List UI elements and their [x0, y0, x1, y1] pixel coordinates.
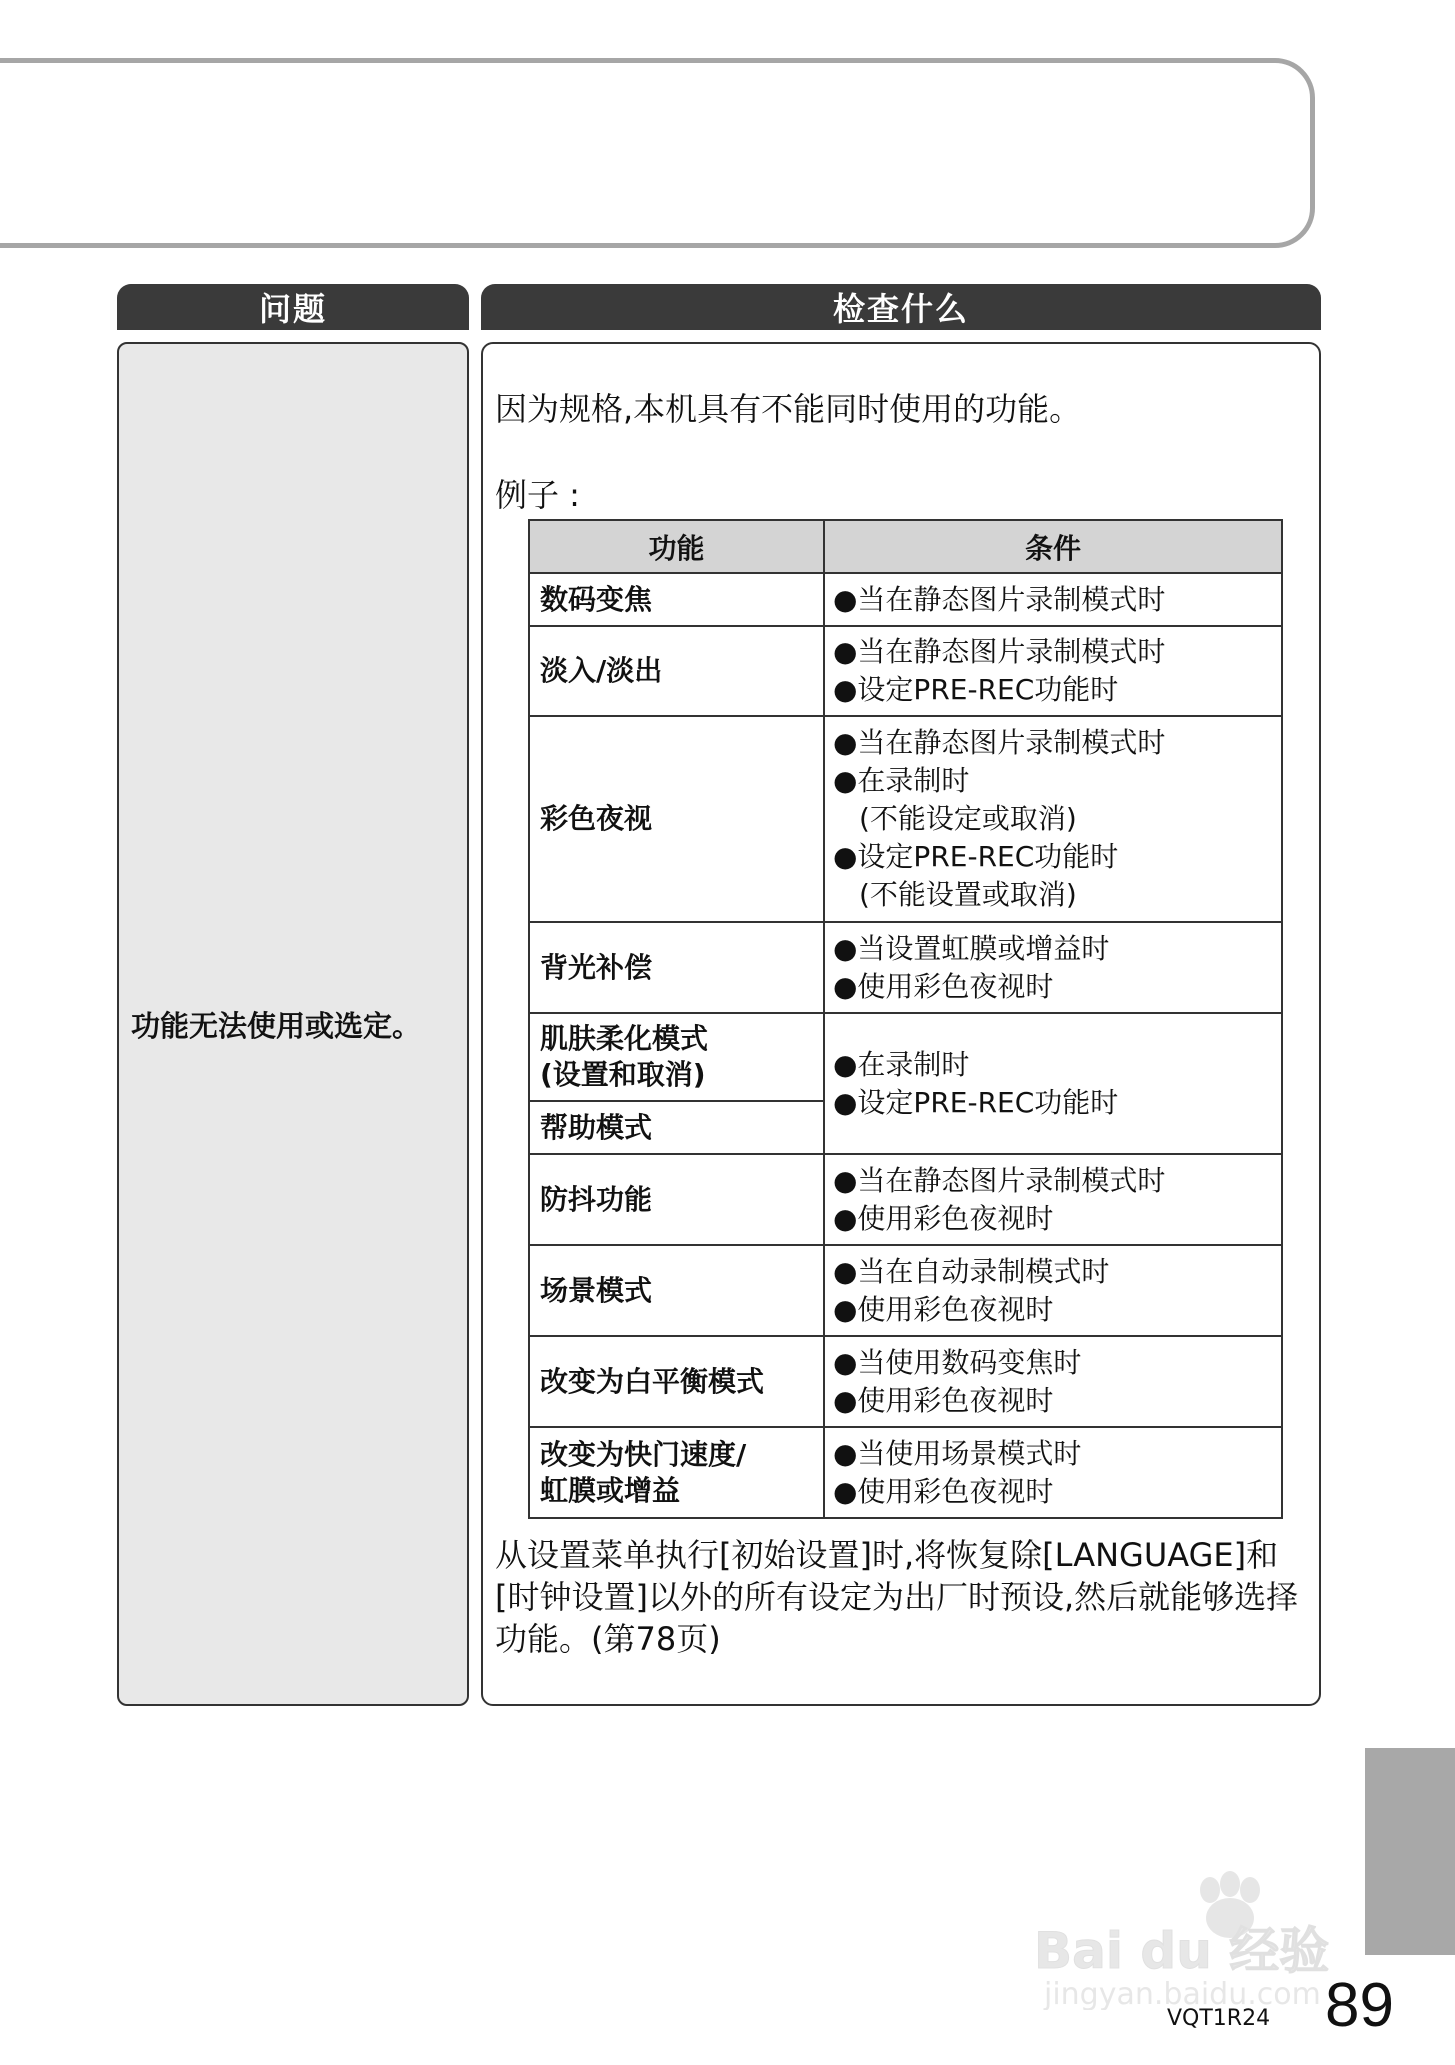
column-header-problem — [117, 284, 469, 330]
function-name: 数码变焦 — [540, 582, 653, 616]
condition-note: (不能设置或取消) — [859, 878, 1077, 911]
function-name: 场景模式 — [540, 1273, 653, 1307]
column-header-check — [481, 284, 1321, 330]
function-name-note: (设置和取消) — [540, 1058, 706, 1091]
condition-line: ●当使用场景模式时 — [833, 1436, 1082, 1470]
condition-cell — [824, 716, 1282, 922]
function-name: 改变为白平衡模式 — [540, 1364, 765, 1398]
watermark-url: jingyan.baidu.com — [1044, 1977, 1321, 2010]
table-row — [529, 1154, 1282, 1245]
condition-line: ●当在静态图片录制模式时 — [833, 1163, 1166, 1197]
condition-line: ●当在自动录制模式时 — [833, 1254, 1110, 1288]
condition-cell — [824, 1245, 1282, 1336]
function-cell — [529, 1101, 824, 1154]
condition-cell — [824, 1154, 1282, 1245]
table-row — [529, 1245, 1282, 1336]
function-cell — [529, 716, 824, 922]
function-name: 淡入/淡出 — [540, 654, 663, 687]
function-name: 背光补偿 — [540, 950, 653, 984]
table-header-row — [529, 520, 1282, 573]
function-cell — [529, 1245, 824, 1336]
condition-cell — [824, 1427, 1282, 1518]
function-name: 虹膜或增益 — [540, 1473, 681, 1507]
table-header-function: 功能 — [529, 520, 824, 573]
table-header-condition: 条件 — [824, 520, 1282, 573]
condition-cell — [824, 573, 1282, 626]
table-row — [529, 716, 1282, 922]
condition-line: ●设定PRE-REC功能时 — [833, 673, 1119, 706]
table-row — [529, 626, 1282, 716]
check-intro: 因为规格,本机具有不能同时使用的功能。 — [495, 390, 1082, 428]
condition-line: ●当设置虹膜或增益时 — [833, 931, 1110, 965]
table-row — [529, 1336, 1282, 1427]
condition-line: ●当在静态图片录制模式时 — [833, 635, 1166, 668]
problem-cell — [117, 342, 469, 1706]
function-cell — [529, 626, 824, 716]
example-label: 例子 : — [495, 476, 580, 514]
function-name: 肌肤柔化模式 — [540, 1022, 709, 1055]
function-cell — [529, 1336, 824, 1427]
column-header-problem-label: 问题 — [258, 290, 327, 328]
check-footer-note: 从设置菜单执行[初始设置]时,将恢复除[LANGUAGE]和[时钟设置]以外的所有设定为出厂时预设,然后就能够选择功能。(第78页) — [495, 1536, 1299, 1658]
condition-line: ●使用彩色夜视时 — [833, 1474, 1054, 1508]
condition-cell — [824, 1013, 1282, 1154]
condition-line: ●设定PRE-REC功能时 — [833, 1085, 1119, 1119]
condition-line: ●当在静态图片录制模式时 — [833, 726, 1166, 759]
condition-line: ●当使用数码变焦时 — [833, 1345, 1082, 1379]
condition-line: ●使用彩色夜视时 — [833, 1292, 1054, 1326]
function-name: 改变为快门速度/ — [540, 1437, 747, 1471]
condition-line: ●使用彩色夜视时 — [833, 1383, 1054, 1417]
function-cell — [529, 1013, 824, 1101]
watermark-brand: Bai du 经验 — [1034, 1922, 1330, 1980]
page-code: VQT1R24 — [1167, 2006, 1271, 2031]
function-cell — [529, 573, 824, 626]
condition-line: ●使用彩色夜视时 — [833, 969, 1054, 1003]
condition-cell — [824, 922, 1282, 1013]
function-name: 彩色夜视 — [540, 802, 653, 835]
condition-note: (不能设定或取消) — [859, 802, 1077, 835]
problem-text: 功能无法使用或选定。 — [131, 1009, 422, 1043]
side-index-tab — [1365, 1748, 1455, 1955]
function-condition-table — [528, 519, 1283, 1519]
baidu-watermark — [1030, 1870, 1370, 2010]
table-row — [529, 1427, 1282, 1518]
condition-line: ●在录制时 — [833, 1047, 970, 1081]
column-header-check-label: 检查什么 — [832, 290, 969, 328]
function-cell — [529, 922, 824, 1013]
condition-line: ●使用彩色夜视时 — [833, 1201, 1054, 1235]
function-name: 帮助模式 — [540, 1110, 653, 1144]
check-cell — [481, 342, 1321, 1706]
condition-line: ●在录制时 — [833, 764, 970, 797]
condition-line: ●当在静态图片录制模式时 — [833, 582, 1166, 616]
top-title-frame — [0, 58, 1315, 248]
function-cell — [529, 1427, 824, 1518]
condition-line: ●设定PRE-REC功能时 — [833, 840, 1119, 873]
function-cell — [529, 1154, 824, 1245]
table-row — [529, 1013, 1282, 1101]
function-name: 防抖功能 — [540, 1182, 653, 1216]
condition-cell — [824, 1336, 1282, 1427]
table-row — [529, 573, 1282, 626]
condition-cell — [824, 626, 1282, 716]
page-number: 89 — [1325, 1971, 1394, 2040]
table-row — [529, 922, 1282, 1013]
